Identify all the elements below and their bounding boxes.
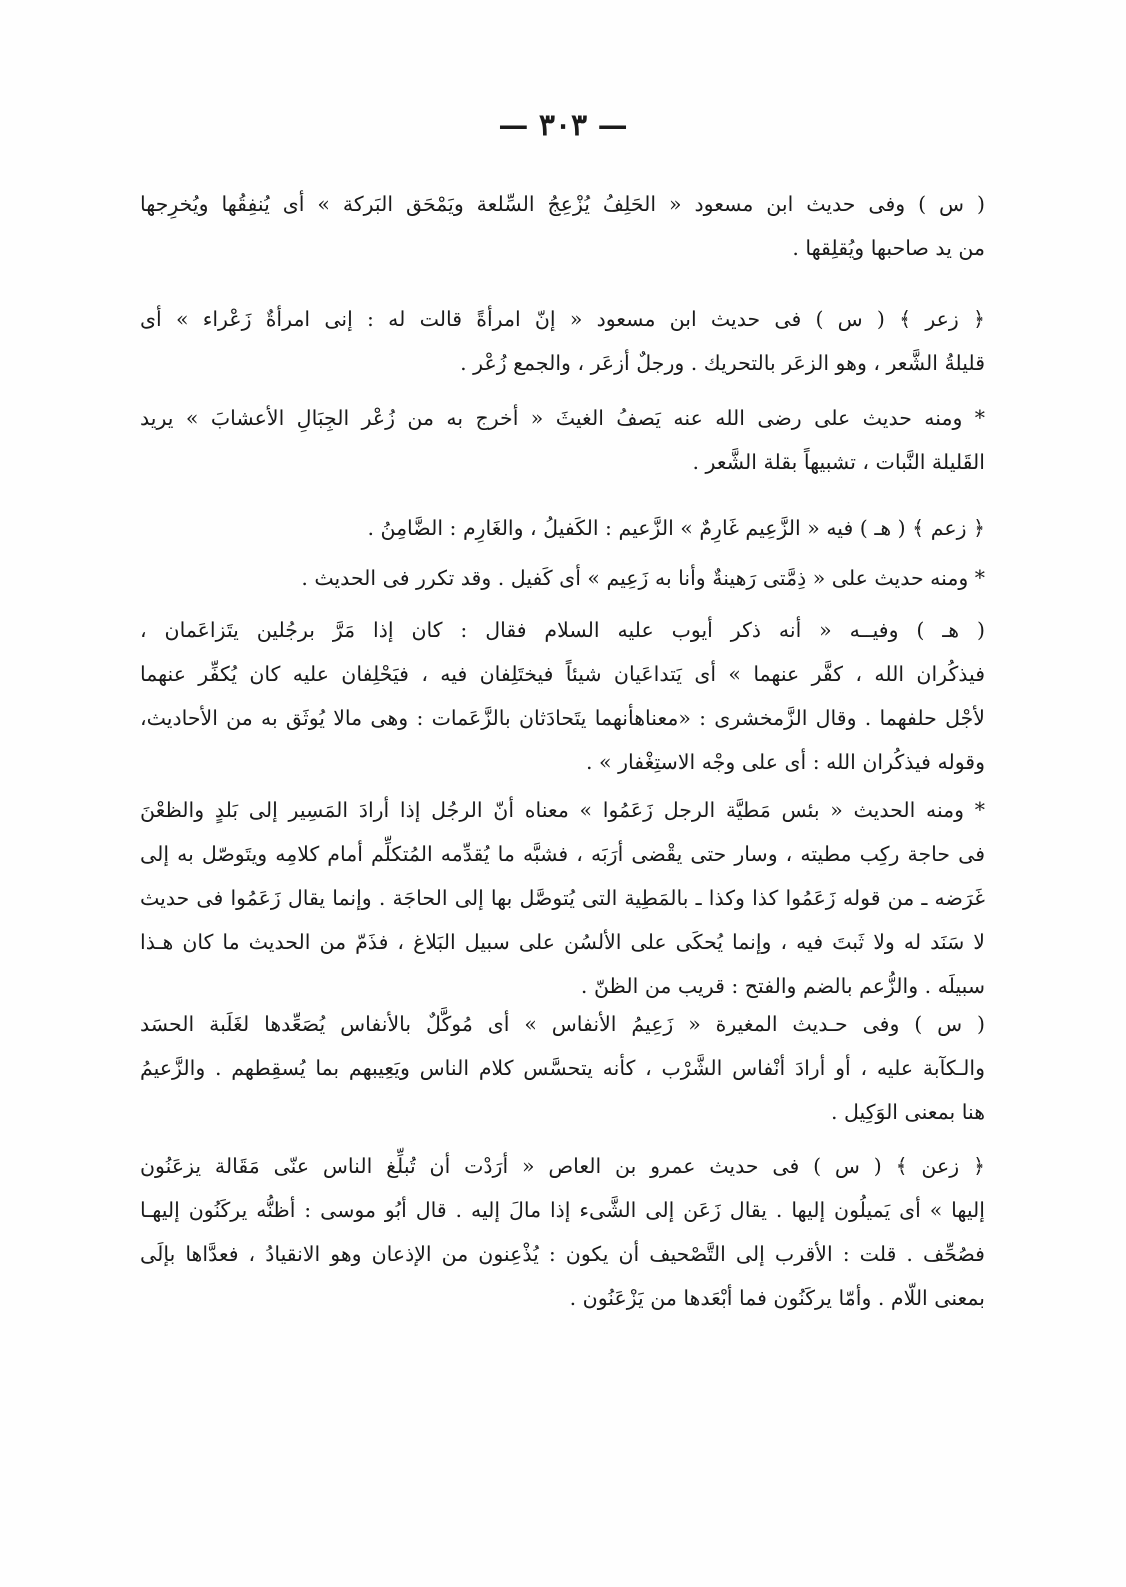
paragraph-3 [140, 396, 985, 484]
text-line: وقوله فيذكُران الله : أى على وجْه الاستِغْفار » . [586, 750, 985, 774]
text-line: ﴿ زعن ﴾ ( س ) فى حديث عمرو بن العاص « أرَدْت أن تُبلِّغ الناس عنّى مَقَالة يزعَنُون [140, 1154, 985, 1178]
text-line: فى حاجة ركِب مطيته ، وسار حتى يقْضى أرَبَه ، فشبَّه ما يُقدِّمه المُتكلِّم أمام كلامِه ويتَوصّل به إلى [140, 842, 985, 866]
paragraph-6 [140, 608, 985, 784]
text-line: غَرَضه ـ من قوله زَعَمُوا كذا وكذا ـ بالمَطِية التى يُتوصَّل بها إلى الحاجَة . وإنما يقال زَعَمُوا فى حديث [140, 886, 985, 910]
text-line: لا سَنَد له ولا ثَبتَ فيه ، وإنما يُحكَى على الألسُن على سبيل البَلاغ ، فذَمّ من الحديث ما كان هـذا [140, 930, 985, 954]
text-line: ( س ) وفى حديث ابن مسعود « الحَلِفُ يُزْعِجُ السِّلعة ويَمْحَق البَركة » أى يُنفِقُها ويُخرِجها [140, 192, 985, 216]
paragraph-9-entry-zaan [140, 1144, 985, 1320]
text-line: من يد صاحبها ويُقلِقها . [792, 236, 985, 260]
text-line: * ومنه حديث على « ذِمَّتى رَهينةٌ وأنا به زَعِيم » أى كَفيل . وقد تكرر فى الحديث . [301, 566, 985, 590]
paragraph-8 [140, 1002, 985, 1134]
text-line: سبيلَه . والزُّعم بالضم والفتح : قريب من الظنّ . [580, 974, 985, 998]
text-line: قليلةُ الشَّعر ، وهو الزعَر بالتحريك . ورجلٌ أزعَر ، والجمع زُعْر . [460, 351, 985, 375]
text-line: بمعنى اللّام . وأمّا يركَنُون فما أبْعَدها من يَزْعَنُون . [569, 1286, 985, 1310]
text-line: ( هـ ) وفيــه « أنه ذكر أيوب عليه السلام فقال : كان إذا مَرَّ برجُلين يتَزاعَمان ، [140, 618, 985, 642]
text-line: ﴿ زعم ﴾ ( هـ ) فيه « الزَّعِيم غَارِمٌ » الزَّعيم : الكَفيلُ ، والغَارِم : الضَّامِنُ . [367, 516, 985, 540]
text-line: ﴿ زعر ﴾ ( س ) فى حديث ابن مسعود « إنّ امرأةً قالت له : إنى امرأةٌ زَعْراء » أى [140, 307, 985, 331]
paragraph-5 [140, 556, 985, 600]
page-number: — ٣٠٣ — [498, 108, 628, 143]
text-line: * ومنه الحديث « بئس مَطيَّة الرجل زَعَمُوا » معناه أنّ الرجُل إذا أرادَ المَسِير إلى بَلدٍ والظعْنَ [140, 798, 985, 822]
text-line: ( س ) وفى حـديث المغيرة « زَعِيمُ الأنفاس » أى مُوكَّلٌ بالأنفاس يُصَعِّدها لغَلَبة الحسَد [140, 1012, 985, 1036]
paragraph-1 [140, 182, 985, 270]
text-line: القَليلة النَّبات ، تشبيهاً بقلة الشَّعر . [692, 450, 985, 474]
text-line: هنا بمعنى الوَكِيل . [830, 1100, 985, 1124]
text-line: * ومنه حديث على رضى الله عنه يَصفُ الغيثَ « أخرج به من زُعْر الجِبَالِ الأعشابَ » يريد [140, 406, 985, 430]
paragraph-7 [140, 788, 985, 1008]
paragraph-4-entry-zaam [140, 506, 985, 550]
text-line: فصُحِّف . قلت : الأقرب إلى التَّصْحيف أن يكون : يُذْعِنون من الإذعان وهو الانقيادُ ، فعدَّاها بإلَى [140, 1242, 985, 1266]
text-line: لأجْل حلفهما . وقال الزَّمخشرى : «معناهأنهما يتَحادَثان بالزَّعَمات : وهى مالا يُوثَق به من الأحاديث، [140, 706, 985, 730]
text-line: والـكآبة عليه ، أو أرادَ أنْفاس الشَّرْب ، كأنه يتحسَّس كلام الناس ويَعِيبهم بما يُسقِطهم . والزَّعيمُ [140, 1056, 985, 1080]
text-line: إليها » أى يَميلُون إليها . يقال زَعَن إلى الشَّىء إذا مالَ إليه . قال أبُو موسى : أظنُّه يركَنُون إليهـا [140, 1198, 985, 1222]
paragraph-2-entry-zaar [140, 297, 985, 385]
text-line: فيذكُران الله ، كفَّر عنهما » أى يَتداعَيان شيئاً فيختَلِفان فيه ، فيَحْلِفان عليه كان يُكفِّر عنهما [140, 662, 985, 686]
